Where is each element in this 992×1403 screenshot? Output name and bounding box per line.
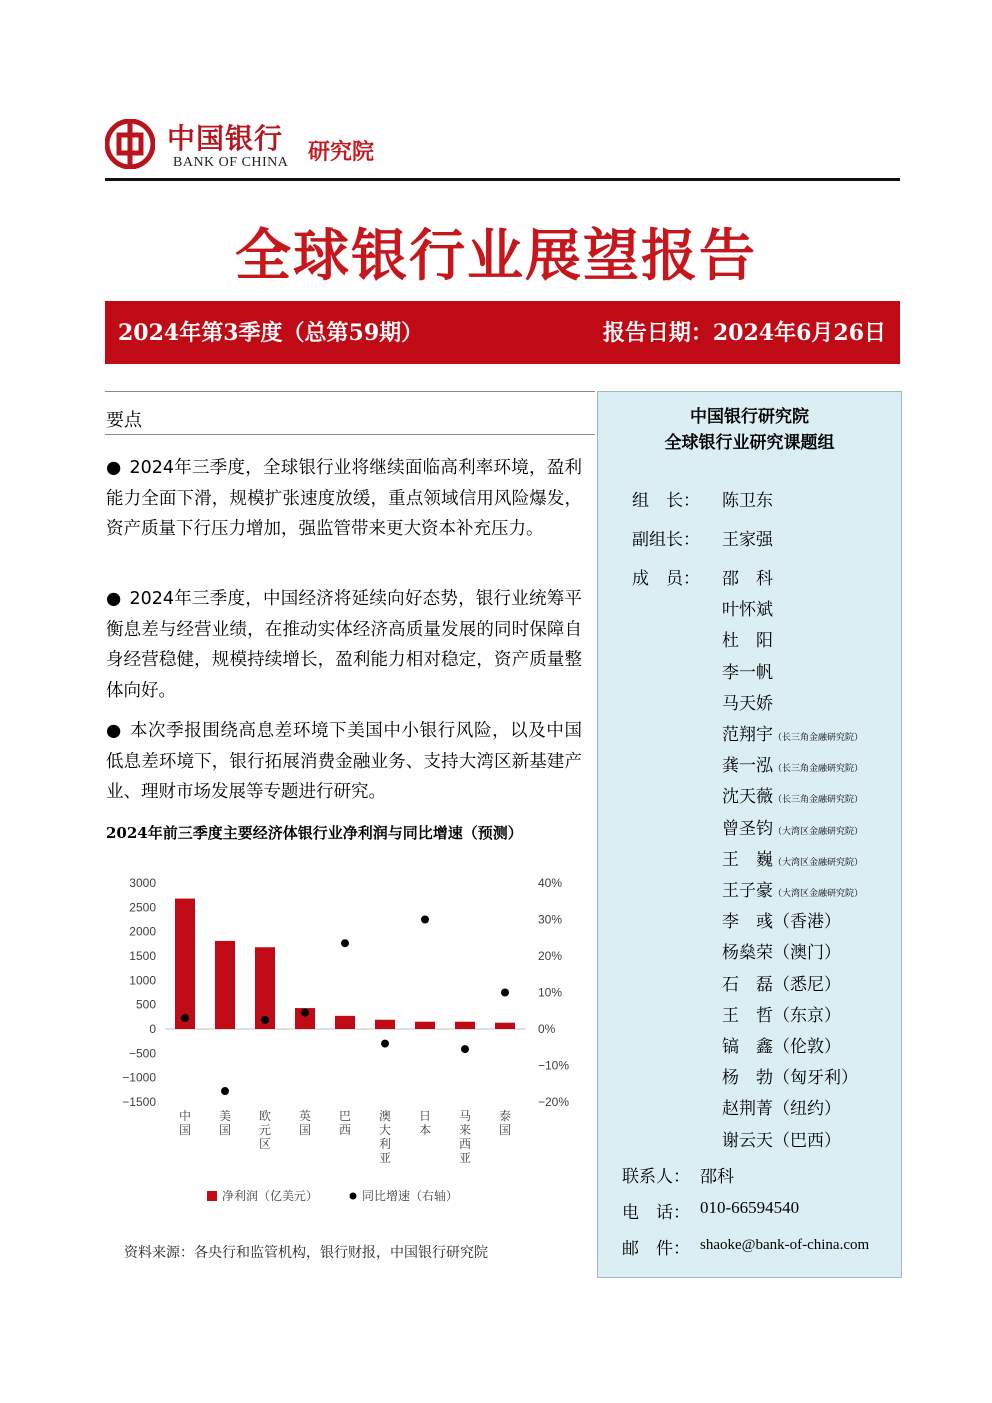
- member-item: [722, 970, 841, 995]
- member-affiliation: （长三角金融研究院）: [773, 733, 864, 743]
- dot-growth-rate: [301, 1009, 309, 1017]
- category-label-char: 来: [458, 1123, 472, 1137]
- profit-chart: [105, 858, 595, 1243]
- logo-chinese-name: 中国银行: [167, 122, 284, 155]
- member-item: [722, 1032, 841, 1057]
- bar-net-profit: [335, 1016, 355, 1029]
- category-label-char: 国: [298, 1123, 312, 1137]
- deputy-name: 王家强: [722, 530, 773, 550]
- member-item: [722, 814, 863, 839]
- member-affiliation: （大湾区金融研究院）: [773, 889, 864, 899]
- category-label-char: 西: [338, 1123, 352, 1137]
- key-points-title: 要点: [106, 410, 142, 431]
- member-name: 杨 勃（匈牙利）: [722, 1068, 858, 1089]
- category-label-char: 亚: [378, 1151, 392, 1165]
- bar-net-profit: [375, 1020, 395, 1029]
- email-address[interactable]: shaoke@bank-of-china.com: [700, 1237, 870, 1253]
- key-point-3: [106, 716, 582, 808]
- contact-label: 联系人：: [622, 1167, 690, 1187]
- y-left-tick-label: 500: [135, 997, 156, 1012]
- category-label-char: 美: [218, 1109, 232, 1123]
- member-item: [722, 689, 773, 714]
- member-item: [722, 595, 773, 620]
- member-name: 邵 科: [722, 569, 773, 589]
- category-label-char: 国: [178, 1123, 192, 1137]
- member-name: 镐 鑫（伦敦）: [722, 1037, 841, 1057]
- bar-net-profit: [215, 941, 235, 1029]
- member-name: 李一帆: [722, 662, 773, 683]
- sidebar-subtitle: 全球银行业研究课题组: [664, 433, 835, 453]
- y-left-tick-label: −1000: [122, 1070, 156, 1085]
- member-item: [722, 564, 773, 589]
- member-name: 范翔宇: [722, 725, 773, 745]
- key-point-1: [106, 453, 582, 545]
- y-left-tick-label: 0: [149, 1022, 156, 1036]
- category-label-char: 大: [378, 1123, 392, 1137]
- member-name: 马天娇: [722, 693, 773, 714]
- member-name: 王 哲（东京）: [722, 1005, 841, 1026]
- y-right-tick-label: −10%: [538, 1058, 570, 1073]
- y-left-tick-label: 1000: [129, 973, 156, 988]
- dot-growth-rate: [181, 1014, 189, 1022]
- logo-english-name: BANK OF CHINA: [173, 155, 289, 170]
- y-right-tick-label: 0%: [538, 1022, 556, 1036]
- member-item: [722, 782, 863, 807]
- chart-source: 资料来源：各央行和监管机构，银行财报，中国银行研究院: [124, 1245, 488, 1261]
- member-affiliation: （长三角金融研究院）: [773, 764, 864, 775]
- category-label-char: 澳: [378, 1109, 392, 1123]
- key-point-text: 本次季报围绕高息差环境下美国中小银行风险，以及中国低息差环境下，银行拓展消费金融业务、支持大湾区新基建产业、理财市场发展等专题进行研究。: [106, 721, 582, 802]
- dot-growth-rate: [461, 1045, 469, 1053]
- dot-growth-rate: [221, 1087, 229, 1095]
- member-name: 龚一泓: [722, 756, 773, 777]
- member-name: 王子豪: [722, 881, 773, 901]
- member-affiliation: （大湾区金融研究院）: [773, 857, 864, 868]
- member-name: 石 磊（悉尼）: [722, 974, 841, 995]
- member-name: 杜 阳: [722, 631, 773, 652]
- key-points-divider: [105, 434, 595, 435]
- dot-growth-rate: [381, 1040, 389, 1048]
- key-point-text: 2024年三季度，中国经济将延续向好态势，银行业统筹平衡息差与经营业绩，在推动实体经济高质量发展的同时保障自身经营稳健，规模持续增长，盈利能力相对稳定，资产质量整体向好。: [106, 589, 582, 701]
- y-left-tick-label: 2500: [129, 900, 156, 915]
- member-item: [722, 720, 863, 745]
- issue-number: 2024年第3季度（总第59期）: [118, 320, 424, 346]
- bank-logo: [105, 117, 405, 177]
- key-point-text: 2024年三季度，全球银行业将继续面临高利率环境，盈利能力全面下滑，规模扩张速度放缓，重点领域信用风险爆发，资产质量下行压力增加，强监管带来更大资本补充压力。: [106, 458, 582, 539]
- member-item: [722, 1126, 841, 1151]
- category-label-char: 英: [298, 1109, 312, 1123]
- bullet-icon: ●: [106, 458, 122, 478]
- member-name: 赵荆菁（纽约）: [722, 1099, 841, 1120]
- member-item: [722, 751, 863, 776]
- dot-growth-rate: [421, 916, 429, 924]
- sidebar-title: 中国银行研究院: [690, 407, 809, 427]
- dot-growth-rate: [501, 989, 509, 997]
- leader-name: 陈卫东: [722, 491, 773, 511]
- y-left-tick-label: 2000: [129, 924, 156, 939]
- member-item: [722, 845, 863, 870]
- key-point-2: [106, 584, 582, 706]
- y-left-tick-label: 3000: [129, 876, 156, 890]
- deputy-label: 副组长：: [632, 530, 700, 550]
- y-right-tick-label: 10%: [538, 985, 563, 1000]
- member-name: 谢云天（巴西）: [722, 1130, 841, 1151]
- member-name: 叶怀斌: [722, 600, 773, 621]
- category-label-char: 国: [218, 1123, 232, 1137]
- y-right-tick-label: 20%: [538, 949, 563, 963]
- header-divider: [105, 178, 900, 181]
- member-item: [722, 1063, 858, 1088]
- bullet-icon: ●: [106, 721, 122, 741]
- y-right-tick-label: 40%: [538, 876, 563, 890]
- email-label: 邮 件：: [622, 1239, 690, 1259]
- bar-net-profit: [415, 1022, 435, 1029]
- legend-bar-swatch: [207, 1191, 217, 1201]
- dot-growth-rate: [261, 1016, 269, 1024]
- member-name: 李 彧（香港）: [722, 912, 841, 933]
- chart-title: 2024年前三季度主要经济体银行业净利润与同比增速（预测）: [106, 824, 523, 842]
- phone-label: 电 话：: [622, 1203, 690, 1223]
- phone-number: 010-66594540: [700, 1198, 800, 1217]
- category-label-char: 本: [418, 1123, 432, 1137]
- member-item: [722, 1001, 841, 1026]
- member-name: 王 巍: [722, 849, 773, 870]
- y-left-tick-label: 1500: [129, 949, 156, 963]
- members-label: 成 员：: [632, 569, 700, 589]
- report-date: 报告日期：2024年6月26日: [602, 320, 886, 346]
- member-item: [722, 658, 773, 683]
- member-item: [722, 626, 773, 651]
- category-label-char: 元: [258, 1123, 272, 1137]
- member-affiliation: （长三角金融研究院）: [773, 795, 864, 806]
- member-item: [722, 1094, 841, 1119]
- bank-of-china-emblem-icon: [105, 119, 155, 169]
- category-label-char: 马: [458, 1109, 472, 1123]
- section-top-divider: [105, 391, 595, 392]
- member-item: [722, 938, 841, 963]
- member-affiliation: （大湾区金融研究院）: [773, 826, 864, 837]
- y-left-tick-label: −1500: [122, 1095, 156, 1109]
- legend-dot-label: 同比增速（右轴）: [362, 1189, 459, 1203]
- category-label-char: 日: [418, 1109, 432, 1123]
- category-label-char: 泰: [498, 1109, 512, 1123]
- institute-name: 研究院: [308, 140, 375, 165]
- category-label-char: 区: [258, 1137, 272, 1151]
- category-label-char: 中: [178, 1109, 192, 1123]
- category-label-char: 巴: [338, 1109, 352, 1123]
- chart-canvas: [105, 858, 595, 1243]
- member-name: 曾圣钧: [722, 818, 773, 839]
- leader-label: 组 长：: [632, 491, 700, 511]
- bullet-icon: ●: [106, 589, 122, 609]
- category-label-char: 利: [378, 1137, 392, 1151]
- legend-dot-swatch: [350, 1193, 357, 1200]
- category-label-char: 欧: [258, 1109, 272, 1123]
- y-left-tick-label: −500: [128, 1046, 156, 1061]
- member-name: 杨燊荣（澳门）: [722, 943, 841, 964]
- y-right-tick-label: 30%: [538, 912, 563, 927]
- bar-net-profit: [455, 1022, 475, 1029]
- member-item: [722, 907, 841, 932]
- research-team-panel: [597, 391, 902, 1278]
- legend-bar-label: 净利润（亿美元）: [222, 1189, 319, 1203]
- category-label-char: 亚: [458, 1151, 472, 1165]
- y-right-tick-label: −20%: [538, 1095, 570, 1109]
- dot-growth-rate: [341, 939, 349, 947]
- category-label-char: 国: [498, 1123, 512, 1137]
- contact-name: 邵科: [700, 1167, 734, 1187]
- report-title: 全球银行业展望报告: [235, 224, 757, 289]
- category-label-char: 西: [458, 1137, 472, 1151]
- bar-net-profit: [495, 1023, 515, 1029]
- member-name: 沈天薇: [722, 787, 773, 808]
- bar-net-profit: [175, 899, 195, 1029]
- member-item: [722, 876, 863, 901]
